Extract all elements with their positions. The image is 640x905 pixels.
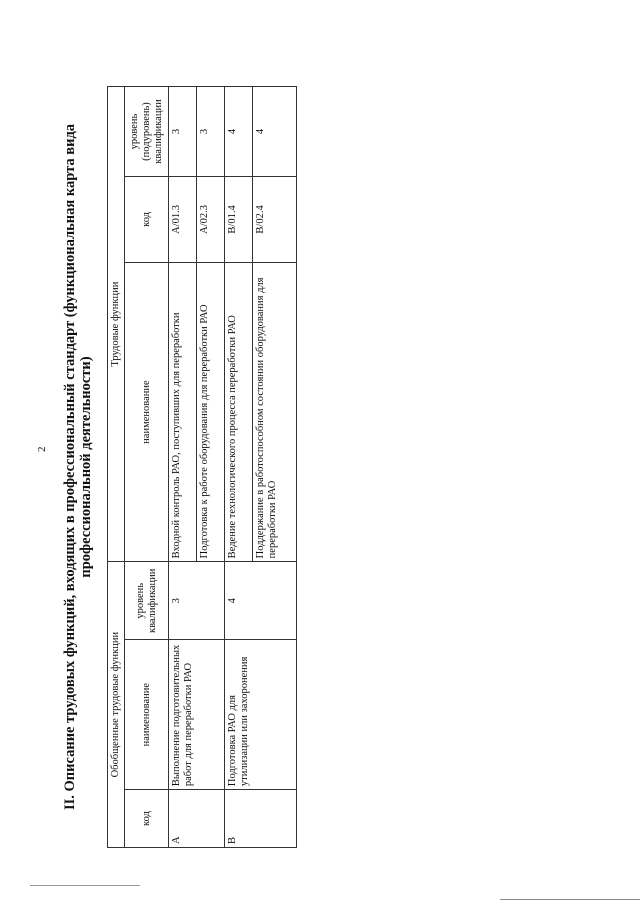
labor-function-level: 3 — [169, 87, 197, 177]
table-row — [225, 87, 253, 848]
header-labor-name: наименование — [125, 262, 169, 561]
header-row-1 — [108, 87, 125, 848]
header-labor-code: код — [125, 177, 169, 263]
labor-function-code: A/02.3 — [197, 177, 225, 263]
header-generalized-functions: Обобщенные трудовые функции — [108, 562, 125, 848]
labor-function-name: Подготовка к работе оборудования для переработки РАО — [197, 262, 225, 561]
table-row — [169, 87, 197, 848]
labor-function-code: A/01.3 — [169, 177, 197, 263]
labor-function-code: B/01.4 — [225, 177, 253, 263]
header-labor-functions: Трудовые функции — [108, 87, 125, 562]
title-line-2: профессиональной деятельности) — [78, 356, 94, 578]
gen-function-code: A — [169, 790, 225, 848]
gen-function-name: Подготовка РАО для утилизации или захоронения — [225, 640, 297, 790]
gen-function-name: Выполнение подготовительных работ для переработки РАО — [169, 640, 225, 790]
header-row-2 — [125, 87, 169, 848]
gen-function-level: 4 — [225, 562, 297, 640]
section-title — [62, 86, 99, 848]
rotated-page-content — [58, 86, 308, 848]
header-code: код — [125, 790, 169, 848]
labor-function-level: 4 — [225, 87, 253, 177]
labor-function-name: Поддержание в работоспособном состоянии оборудования для переработки РАО — [253, 262, 297, 561]
gen-function-code: B — [225, 790, 297, 848]
page-edge-line — [500, 899, 640, 900]
gen-function-level: 3 — [169, 562, 225, 640]
scan-artifact-line — [30, 885, 140, 886]
labor-function-name: Входной контроль РАО, поступивших для переработки — [169, 262, 197, 561]
header-qualification-sublevel: уровень (подуровень) квалификации — [125, 87, 169, 177]
title-line-1: II. Описание трудовых функций, входящих в профессиональный стандарт (функциональная карта вида — [62, 123, 78, 811]
labor-function-level: 4 — [253, 87, 297, 177]
labor-function-name: Ведение технологического процесса переработки РАО — [225, 262, 253, 561]
labor-function-level: 3 — [197, 87, 225, 177]
functional-map-table — [107, 86, 297, 848]
header-qualification-level: уровень квалификации — [125, 562, 169, 640]
page-number: 2 — [36, 446, 48, 452]
labor-function-code: B/02.4 — [253, 177, 297, 263]
header-name: наименование — [125, 640, 169, 790]
